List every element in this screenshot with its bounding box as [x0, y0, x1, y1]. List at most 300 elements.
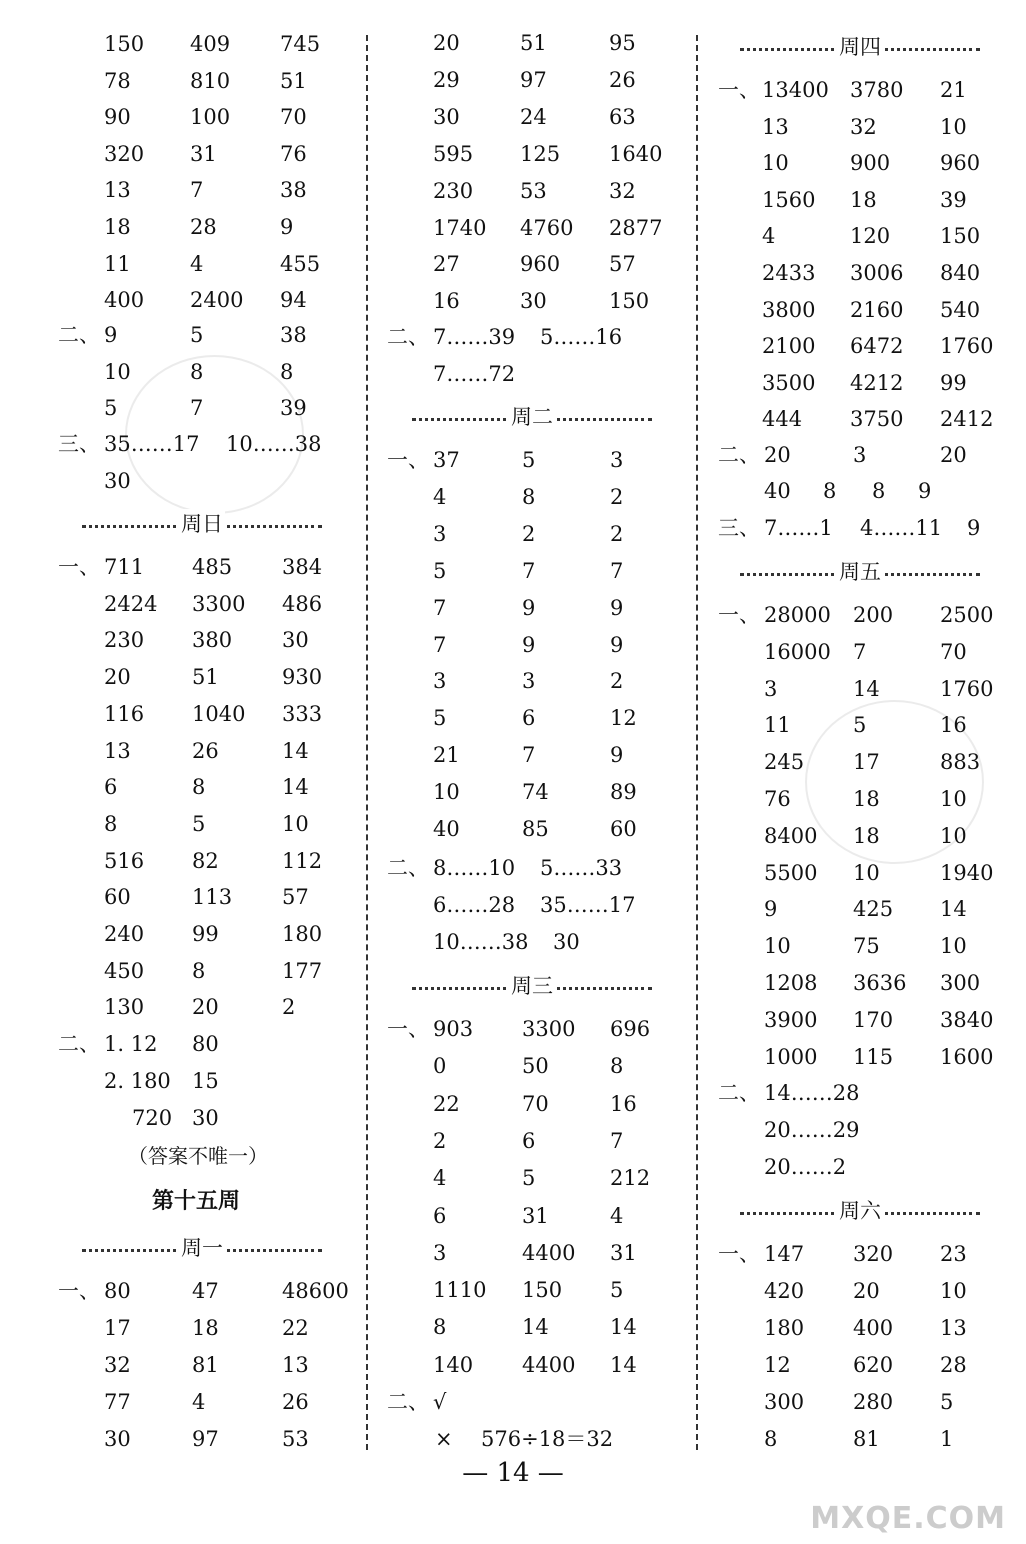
- answer-row: [0, 282, 368, 318]
- answer-value: 810: [190, 68, 231, 93]
- answer-value: 51: [520, 31, 547, 55]
- answer-value: 38: [280, 323, 307, 347]
- answer-value: 147: [764, 1242, 805, 1266]
- answer-value: 16: [940, 713, 967, 738]
- answer-row: [700, 1075, 1026, 1111]
- answer-value: 38: [280, 178, 307, 203]
- answer-value: 11: [104, 251, 131, 276]
- section-label: 二、: [387, 856, 429, 880]
- answer-value: 230: [104, 628, 145, 653]
- answer-value: 78: [104, 68, 131, 93]
- answer-value: 15: [192, 1069, 219, 1093]
- day-title: 周六: [837, 1196, 883, 1226]
- answer-value: 20: [192, 995, 219, 1020]
- answer-value: 4: [192, 1390, 206, 1414]
- answer-row: [700, 109, 1026, 145]
- answer-value: 3900: [764, 1007, 818, 1032]
- answer-value: 4: [762, 224, 776, 249]
- answer-row: [370, 319, 698, 355]
- answer-value: 99: [940, 370, 967, 395]
- answer-row: [370, 1235, 698, 1271]
- answer-value: 26: [609, 67, 636, 92]
- answer-value: 2100: [762, 334, 816, 359]
- answer-value: 4400: [522, 1240, 576, 1265]
- answer-value: 130: [104, 995, 145, 1020]
- answer-value: 9: [522, 632, 536, 657]
- answer-value: 8: [433, 1315, 447, 1340]
- answer-value: 280: [853, 1390, 894, 1414]
- answer-row: [0, 769, 368, 805]
- answer-value: 10: [940, 787, 967, 811]
- answer-row: [370, 887, 698, 923]
- answer-value: 13400: [762, 78, 829, 102]
- answer-value: 115: [853, 1044, 894, 1069]
- answer-value: 4212: [850, 370, 904, 395]
- answer-value: 4: [433, 484, 447, 509]
- answer-value: 5: [192, 811, 206, 836]
- answer-value: 29: [433, 67, 460, 92]
- answer-row: [370, 516, 698, 552]
- day-header-monday: [82, 1233, 322, 1263]
- answer-row: [700, 818, 1026, 854]
- answer-value: 3300: [522, 1017, 576, 1041]
- answer-value: 2: [522, 521, 536, 546]
- day-header-sunday: [82, 509, 322, 539]
- answer-row: [0, 1100, 368, 1136]
- answer-row: [0, 1421, 368, 1457]
- day-title: 周五: [837, 557, 883, 587]
- answer-value: 1: [940, 1427, 954, 1451]
- answer-value: 77: [104, 1390, 131, 1414]
- answer-value: 35……17: [540, 893, 636, 917]
- answer-value: 31: [190, 141, 217, 166]
- answer-value: 333: [282, 701, 323, 726]
- day-header-friday: [740, 557, 980, 587]
- answer-value: 14……28: [764, 1081, 860, 1105]
- answer-value: 80: [192, 1032, 219, 1056]
- answer-value: 9: [610, 743, 624, 768]
- answer-value: 486: [282, 591, 323, 616]
- answer-row: [370, 25, 698, 61]
- answer-value: 150: [940, 224, 981, 249]
- answer-value: 90: [104, 105, 131, 130]
- answer-value: 39: [280, 396, 307, 420]
- answer-value: 2433: [762, 261, 816, 285]
- answer-value: 31: [522, 1203, 549, 1228]
- answer-value: 10: [940, 934, 967, 959]
- answer-row: [700, 1384, 1026, 1420]
- answer-value: 13: [282, 1353, 309, 1377]
- answer-value: 70: [940, 639, 967, 664]
- answer-value: 140: [433, 1352, 474, 1377]
- answer-value: 380: [192, 628, 233, 653]
- answer-value: 60: [104, 885, 131, 910]
- answer-value: 112: [282, 848, 323, 873]
- answer-value: 82: [192, 848, 219, 873]
- answer-value: 7: [190, 396, 204, 420]
- answer-value: 22: [433, 1091, 460, 1116]
- answer-row: [700, 634, 1026, 670]
- answer-value: 7: [433, 632, 447, 657]
- section-label: 一、: [58, 1279, 100, 1303]
- answer-value: 21: [940, 78, 967, 102]
- answer-value: 22: [282, 1316, 309, 1340]
- answer-row: [700, 1039, 1026, 1075]
- section-label: 三、: [58, 432, 100, 456]
- day-header-tuesday: [412, 402, 652, 432]
- section-label: 一、: [718, 1242, 760, 1266]
- answer-value: 10: [940, 114, 967, 139]
- answer-row: [700, 145, 1026, 181]
- answer-row: [370, 1384, 698, 1420]
- answer-row: [0, 953, 368, 989]
- answer-row: [0, 879, 368, 915]
- answer-value: 70: [522, 1091, 549, 1116]
- answer-value: 5: [522, 448, 536, 472]
- answer-value: 32: [609, 178, 636, 203]
- answer-row: [0, 1273, 368, 1309]
- answer-value: 595: [433, 141, 474, 166]
- answer-value: 8: [610, 1054, 624, 1079]
- answer-row: [700, 744, 1026, 780]
- answer-value: 2: [610, 521, 624, 546]
- answer-value: 384: [282, 555, 323, 579]
- answer-value: 1600: [940, 1044, 994, 1069]
- answer-value: 3800: [762, 297, 816, 322]
- answer-row: [700, 707, 1026, 743]
- answer-value: 1. 12: [104, 1032, 158, 1056]
- answer-value: 0: [433, 1054, 447, 1079]
- answer-row: [370, 1011, 698, 1047]
- answer-value: 32: [104, 1353, 131, 1377]
- answer-row: [700, 1236, 1026, 1272]
- answer-value: 28: [940, 1353, 967, 1377]
- answer-value: 20: [433, 31, 460, 55]
- answer-value: 20……29: [764, 1118, 860, 1142]
- answer-row: [370, 210, 698, 246]
- answer-value: 7……39: [433, 325, 516, 349]
- answer-value: 200: [853, 603, 894, 627]
- section-label: 二、: [718, 1081, 760, 1105]
- answer-row: [0, 916, 368, 952]
- answer-row: [700, 781, 1026, 817]
- answer-value: 3: [610, 448, 624, 472]
- answer-row: [700, 182, 1026, 218]
- day-title: 周三: [509, 971, 555, 1001]
- check-mark: √: [433, 1390, 447, 1414]
- day-title: 周二: [509, 402, 555, 432]
- section-label: 一、: [718, 603, 760, 627]
- answer-value: 6: [433, 1203, 447, 1228]
- answer-value: 745: [280, 32, 321, 56]
- answer-value: 6: [522, 706, 536, 731]
- answer-value: 100: [190, 105, 231, 130]
- answer-value: 5: [853, 713, 867, 738]
- answer-value: 2: [282, 995, 296, 1020]
- answer-value: 9: [522, 595, 536, 620]
- answer-value: 3006: [850, 261, 904, 285]
- section-label: 一、: [718, 78, 760, 102]
- cross-mark: ×: [435, 1427, 453, 1451]
- section-label: 一、: [387, 1017, 429, 1041]
- answer-value: 9: [764, 897, 778, 922]
- answer-row: [0, 1384, 368, 1420]
- answer-value: 16000: [764, 639, 831, 664]
- answer-value: 10: [940, 823, 967, 848]
- answer-value: 4……11: [860, 516, 943, 540]
- section-label: 一、: [58, 555, 100, 579]
- answer-value: 8: [190, 360, 204, 384]
- answer-value: 17: [104, 1316, 131, 1340]
- answer-row: [370, 246, 698, 282]
- answer-value: 900: [850, 151, 891, 176]
- answer-value: 7: [610, 558, 624, 583]
- answer-row: [700, 1310, 1026, 1346]
- answer-value: 26: [192, 738, 219, 763]
- answer-value: 3: [433, 521, 447, 546]
- answer-row: [0, 136, 368, 172]
- answer-value: 12: [610, 706, 637, 731]
- answer-value: 180: [764, 1316, 805, 1340]
- answer-value: 300: [764, 1390, 805, 1414]
- answer-row: [700, 1273, 1026, 1309]
- answer-value: 10: [104, 360, 131, 384]
- answer-row: [0, 172, 368, 208]
- answer-row: [370, 850, 698, 886]
- answer-value: 2412: [940, 407, 994, 432]
- answer-value: 840: [940, 261, 981, 285]
- answer-value: 177: [282, 958, 323, 983]
- answer-row: [700, 1421, 1026, 1457]
- answer-value: 2500: [940, 603, 994, 627]
- answer-value: 5: [433, 706, 447, 731]
- answer-value: 20: [764, 443, 791, 467]
- answer-value: 5: [104, 396, 118, 420]
- answer-value: 95: [609, 31, 636, 55]
- day-title: 周日: [179, 509, 225, 539]
- answer-value: 150: [104, 32, 145, 56]
- answer-value: 75: [853, 934, 880, 959]
- answer-row: [0, 463, 368, 499]
- answer-row: [700, 1002, 1026, 1038]
- answer-value: 47: [192, 1279, 219, 1303]
- answer-value: 14: [853, 676, 880, 701]
- day-title: 周四: [837, 32, 883, 62]
- answer-value: 7: [522, 743, 536, 768]
- answer-value: 4: [433, 1166, 447, 1191]
- answer-value: 425: [853, 897, 894, 922]
- answer-value: 2: [433, 1128, 447, 1153]
- answer-value: 40: [764, 479, 791, 503]
- answer-value: 1740: [433, 215, 487, 240]
- answer-value: 14: [610, 1315, 637, 1340]
- answer-value: 10: [853, 860, 880, 885]
- answer-column-1: [0, 0, 368, 1460]
- answer-value: 4: [190, 251, 204, 276]
- answer-row: [370, 136, 698, 172]
- answer-value: 125: [520, 141, 561, 166]
- answer-row: [0, 806, 368, 842]
- answer-value: 3780: [850, 78, 904, 102]
- answer-value: 320: [853, 1242, 894, 1266]
- answer-value: 13: [940, 1316, 967, 1340]
- answer-row: [700, 1149, 1026, 1185]
- answer-value: 3: [433, 1240, 447, 1265]
- answer-row: [370, 1421, 698, 1457]
- answer-value: 620: [853, 1353, 894, 1377]
- answer-value: 7……72: [433, 362, 516, 386]
- answer-value: 7……1: [764, 516, 833, 540]
- answer-value: 320: [104, 141, 145, 166]
- answer-row: [0, 659, 368, 695]
- answer-value: 20: [940, 443, 967, 467]
- answer-value: 16: [433, 289, 460, 314]
- answer-value: 51: [192, 665, 219, 690]
- answer-value: 8: [280, 360, 294, 384]
- answer-row: [370, 1272, 698, 1308]
- answer-value: 3: [433, 669, 447, 694]
- answer-value: 8……10: [433, 856, 516, 880]
- answer-value: 14: [940, 897, 967, 922]
- answer-value: 2877: [609, 215, 663, 240]
- answer-value: 30: [282, 628, 309, 653]
- answer-value: 32: [850, 114, 877, 139]
- section-label: 一、: [387, 448, 429, 472]
- answer-value: 60: [610, 817, 637, 841]
- answer-row: [370, 99, 698, 135]
- answer-value: 116: [104, 701, 145, 726]
- answer-row: [0, 390, 368, 426]
- answer-row: [700, 510, 1026, 546]
- answer-value: 30: [192, 1106, 219, 1130]
- answer-row: [370, 1198, 698, 1234]
- answer-row: [370, 442, 698, 478]
- answer-row: [0, 209, 368, 245]
- answer-value: 960: [940, 151, 981, 176]
- answer-row: [700, 292, 1026, 328]
- answer-value: 3750: [850, 407, 904, 432]
- answer-row: [700, 255, 1026, 291]
- answer-row: [370, 283, 698, 319]
- answer-row: [700, 365, 1026, 401]
- answer-value: 35……17: [104, 432, 200, 456]
- answer-value: 63: [609, 104, 636, 129]
- answer-row: [700, 965, 1026, 1001]
- answer-value: 11: [764, 713, 791, 738]
- answer-value: 5……33: [540, 856, 623, 880]
- answer-value: 150: [522, 1278, 563, 1303]
- answer-row: [0, 246, 368, 282]
- answer-value: 9: [610, 632, 624, 657]
- section-label: 二、: [718, 443, 760, 467]
- answer-row: [0, 549, 368, 585]
- answer-value: 960: [520, 252, 561, 277]
- answer-value: 17: [853, 750, 880, 775]
- answer-value: 2424: [104, 591, 158, 616]
- answer-row: [0, 1063, 368, 1099]
- answer-value: 74: [522, 780, 549, 805]
- answer-value: 27: [433, 252, 460, 277]
- answer-row: [0, 733, 368, 769]
- answer-value: 30: [553, 930, 580, 954]
- answer-value: 10: [433, 780, 460, 805]
- answer-value: 10: [764, 934, 791, 959]
- answer-value: 10……38: [226, 432, 322, 456]
- answer-value: 1640: [609, 141, 663, 166]
- answer-value: 76: [280, 141, 307, 166]
- answer-value: 5: [940, 1390, 954, 1414]
- answer-value: 14: [610, 1352, 637, 1377]
- answer-value: 94: [280, 288, 307, 313]
- section-label: 三、: [718, 516, 760, 540]
- answer-value: 53: [520, 178, 547, 203]
- answer-value: 53: [282, 1427, 309, 1451]
- answer-value: 18: [104, 215, 131, 239]
- answer-value: 3: [764, 676, 778, 701]
- answer-row: [370, 811, 698, 847]
- answer-value: 10: [282, 811, 309, 836]
- answer-equation: 576÷18＝32: [481, 1427, 614, 1451]
- answer-row: [0, 26, 368, 62]
- answer-value: 903: [433, 1017, 474, 1041]
- answer-value: 3: [853, 443, 867, 467]
- answer-value: 13: [104, 178, 131, 203]
- answer-row: [0, 426, 368, 462]
- answer-value: 245: [764, 750, 805, 775]
- answer-value: 23: [940, 1242, 967, 1266]
- answer-row: [0, 586, 368, 622]
- section-label: 二、: [58, 1032, 100, 1056]
- answer-value: 2. 180: [104, 1069, 171, 1093]
- answer-value: 7: [853, 639, 867, 664]
- answer-value: 1040: [192, 701, 246, 726]
- answer-value: 13: [762, 114, 789, 139]
- answer-row: [700, 855, 1026, 891]
- answer-value: 450: [104, 958, 145, 983]
- answer-value: 10: [940, 1279, 967, 1303]
- answer-value: 930: [282, 665, 323, 690]
- answer-value: 30: [104, 469, 131, 493]
- answer-value: 57: [609, 252, 636, 277]
- answer-value: 97: [520, 67, 547, 92]
- answer-row: [700, 473, 1026, 509]
- answer-value: 30: [433, 104, 460, 129]
- answer-value: 1760: [940, 334, 994, 359]
- answer-value: 76: [764, 787, 791, 811]
- answer-value: 85: [522, 817, 549, 841]
- answer-value: 6472: [850, 334, 904, 359]
- answer-value: 26: [282, 1390, 309, 1414]
- answer-value: 28: [190, 215, 217, 239]
- answer-row: [370, 737, 698, 773]
- answer-value: 16: [610, 1091, 637, 1116]
- answer-value: 1000: [764, 1044, 818, 1069]
- answer-value: 14: [522, 1315, 549, 1340]
- answer-value: 9: [280, 215, 294, 239]
- answer-value: 420: [764, 1279, 805, 1303]
- answer-value: 2: [610, 484, 624, 509]
- answer-value: 10……38: [433, 930, 529, 954]
- answer-value: 6: [522, 1128, 536, 1153]
- answer-value: 89: [610, 780, 637, 805]
- answer-value: 3500: [762, 370, 816, 395]
- answer-row: [700, 671, 1026, 707]
- answer-row: [0, 1347, 368, 1383]
- answer-value: 1110: [433, 1278, 487, 1303]
- answer-value: 48600: [282, 1279, 349, 1303]
- answer-value: 8: [192, 775, 206, 800]
- day-title: 周一: [179, 1233, 225, 1263]
